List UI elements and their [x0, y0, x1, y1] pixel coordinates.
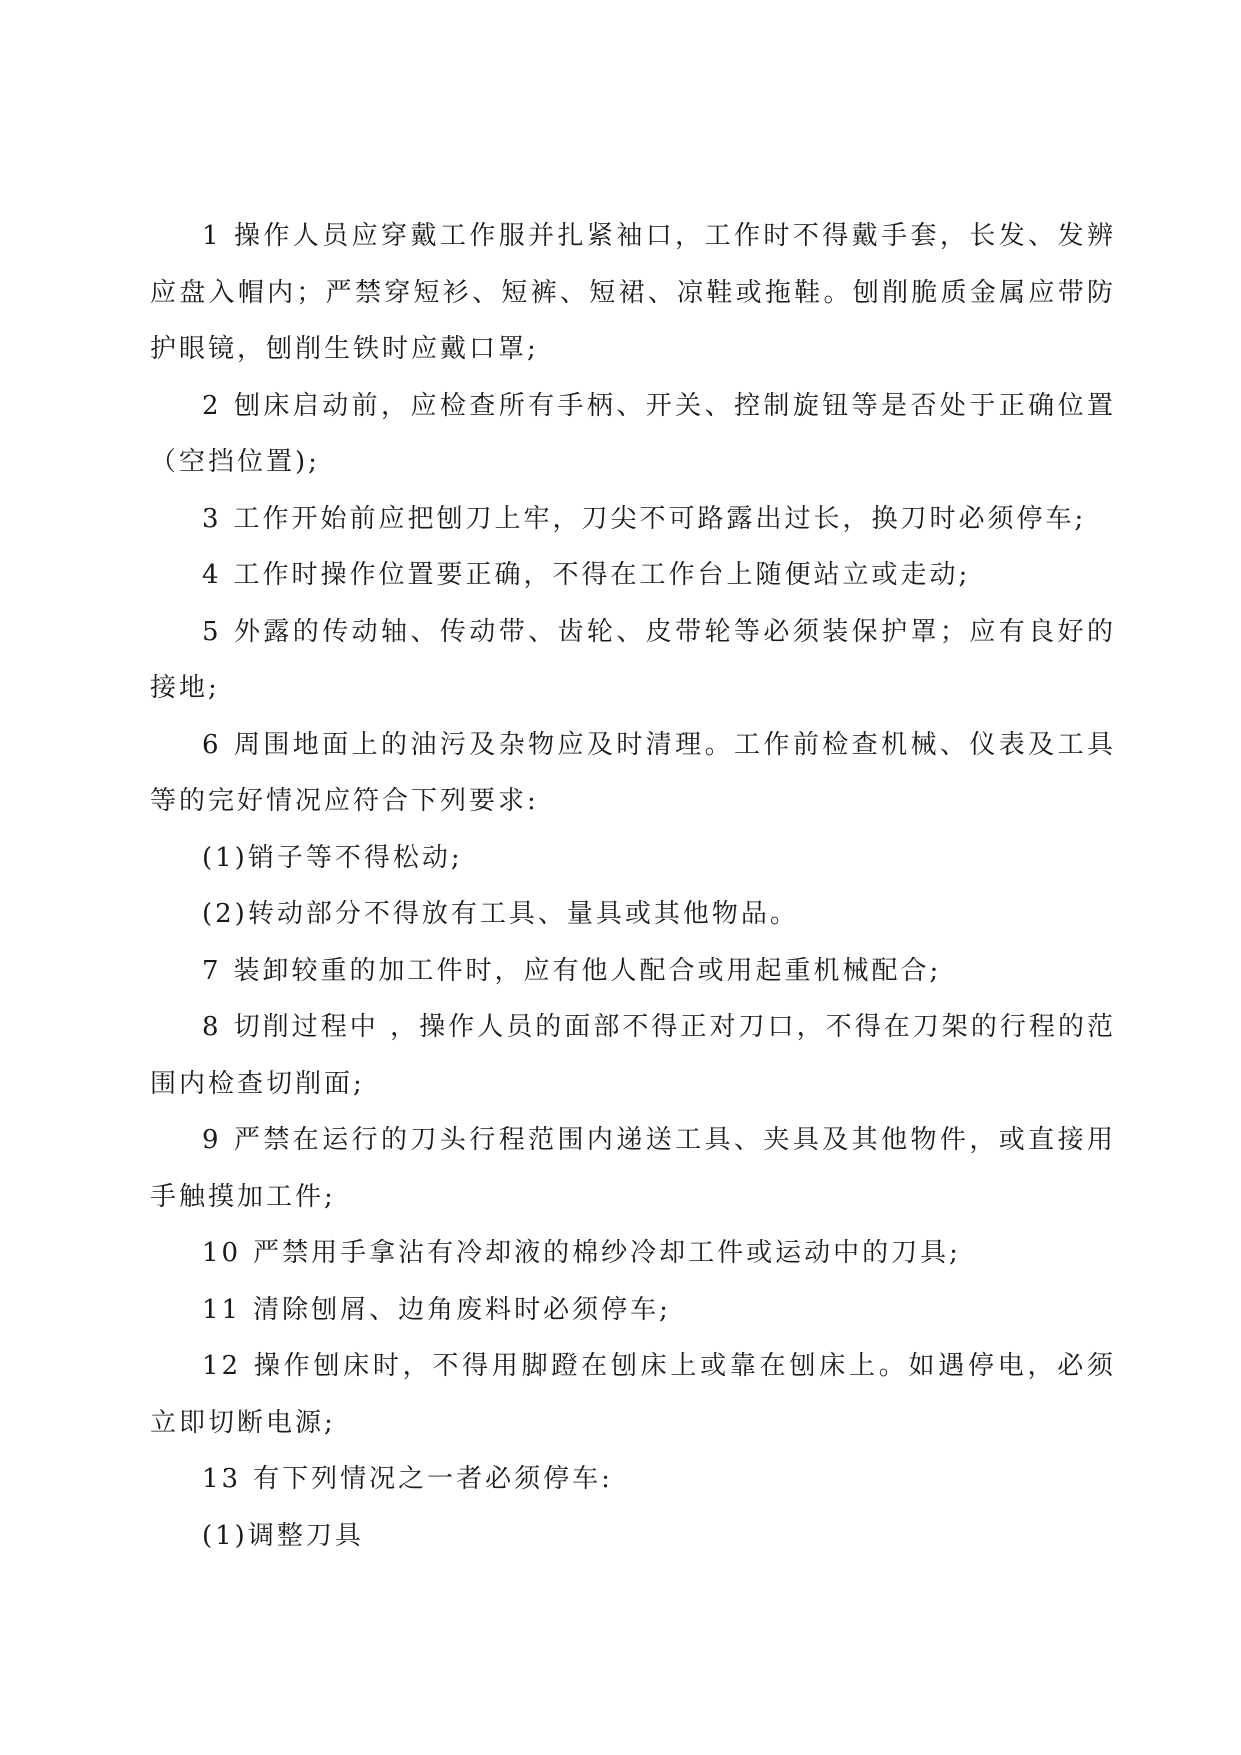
- item-number: 10: [202, 1238, 242, 1268]
- item-text: 周围地面上的油污及杂物应及时清理。工作前检查机械、仪表及工具等的完好情况应符合下列要求:: [150, 729, 1116, 816]
- item-text: 严禁用手拿沾有冷却液的棉纱冷却工件或运动中的刀具;: [253, 1238, 961, 1268]
- paragraph-item-12: [150, 1338, 1116, 1451]
- paragraph-item-8: [150, 999, 1116, 1112]
- item-number: 11: [202, 1294, 242, 1325]
- item-number: 12: [202, 1351, 242, 1381]
- sub-item-13-1: [150, 1508, 1116, 1565]
- item-text: 操作人员应穿戴工作服并扎紧袖口，工作时不得戴手套，长发、发辨应盘入帽内；严禁穿短衫、短裤、短裙、凉鞋或拖鞋。刨削脆质金属应带防护眼镜，刨削生铁时应戴口罩;: [150, 221, 1116, 364]
- paragraph-item-2: [150, 378, 1116, 491]
- item-text: 装卸较重的加工件时，应有他人配合或用起重机械配合;: [233, 955, 942, 986]
- item-text: 工作时操作位置要正确，不得在工作台上随便站立或走动;: [233, 560, 971, 590]
- item-text: (1)调整刀具: [202, 1520, 364, 1551]
- item-number: 5: [202, 616, 222, 647]
- paragraph-item-4: [150, 547, 1116, 604]
- item-text: 刨床启动前，应检查所有手柄、开关、控制旋钮等是否处于正确位置（空挡位置);: [150, 390, 1116, 477]
- sub-item-6-1: [150, 830, 1116, 887]
- paragraph-item-3: [150, 491, 1116, 548]
- item-text: 操作刨床时，不得用脚蹬在刨床上或靠在刨床上。如遇停电，必须立即切断电源;: [150, 1351, 1116, 1438]
- item-text: 清除刨屑、边角废料时必须停车;: [253, 1294, 671, 1325]
- paragraph-item-7: [150, 943, 1116, 1000]
- item-number: 9: [202, 1125, 222, 1155]
- sub-item-6-2: [150, 886, 1116, 943]
- paragraph-item-13: [150, 1451, 1116, 1508]
- paragraph-item-9: [150, 1112, 1116, 1225]
- item-number: 2: [202, 390, 222, 421]
- item-number: 6: [202, 729, 222, 760]
- document-body: [150, 208, 1116, 1564]
- item-text: 切削过程中 ，操作人员的面部不得正对刀口，不得在刀架的行程的范围内检查切削面;: [150, 1012, 1116, 1099]
- item-text: 工作开始前应把刨刀上牢，刀尖不可路露出过长，换刀时必须停车;: [233, 503, 1087, 534]
- item-text: 有下列情况之一者必须停车:: [253, 1464, 613, 1494]
- item-text: (2)转动部分不得放有工具、量具或其他物品。: [202, 899, 799, 929]
- paragraph-item-11: [150, 1282, 1116, 1339]
- item-number: 8: [202, 1012, 222, 1042]
- item-number: 1: [202, 221, 222, 251]
- paragraph-item-1: [150, 208, 1116, 378]
- item-number: 13: [202, 1464, 242, 1494]
- paragraph-item-6: [150, 717, 1116, 830]
- paragraph-item-10: [150, 1225, 1116, 1282]
- item-number: 3: [202, 503, 222, 534]
- item-text: 外露的传动轴、传动带、齿轮、皮带轮等必须装保护罩；应有良好的接地;: [150, 616, 1116, 703]
- item-text: (1)销子等不得松动;: [202, 842, 463, 873]
- item-text: 严禁在运行的刀头行程范围内递送工具、夹具及其他物件，或直接用手触摸加工件;: [150, 1125, 1116, 1212]
- paragraph-item-5: [150, 604, 1116, 717]
- item-number: 4: [202, 560, 222, 590]
- item-number: 7: [202, 955, 222, 986]
